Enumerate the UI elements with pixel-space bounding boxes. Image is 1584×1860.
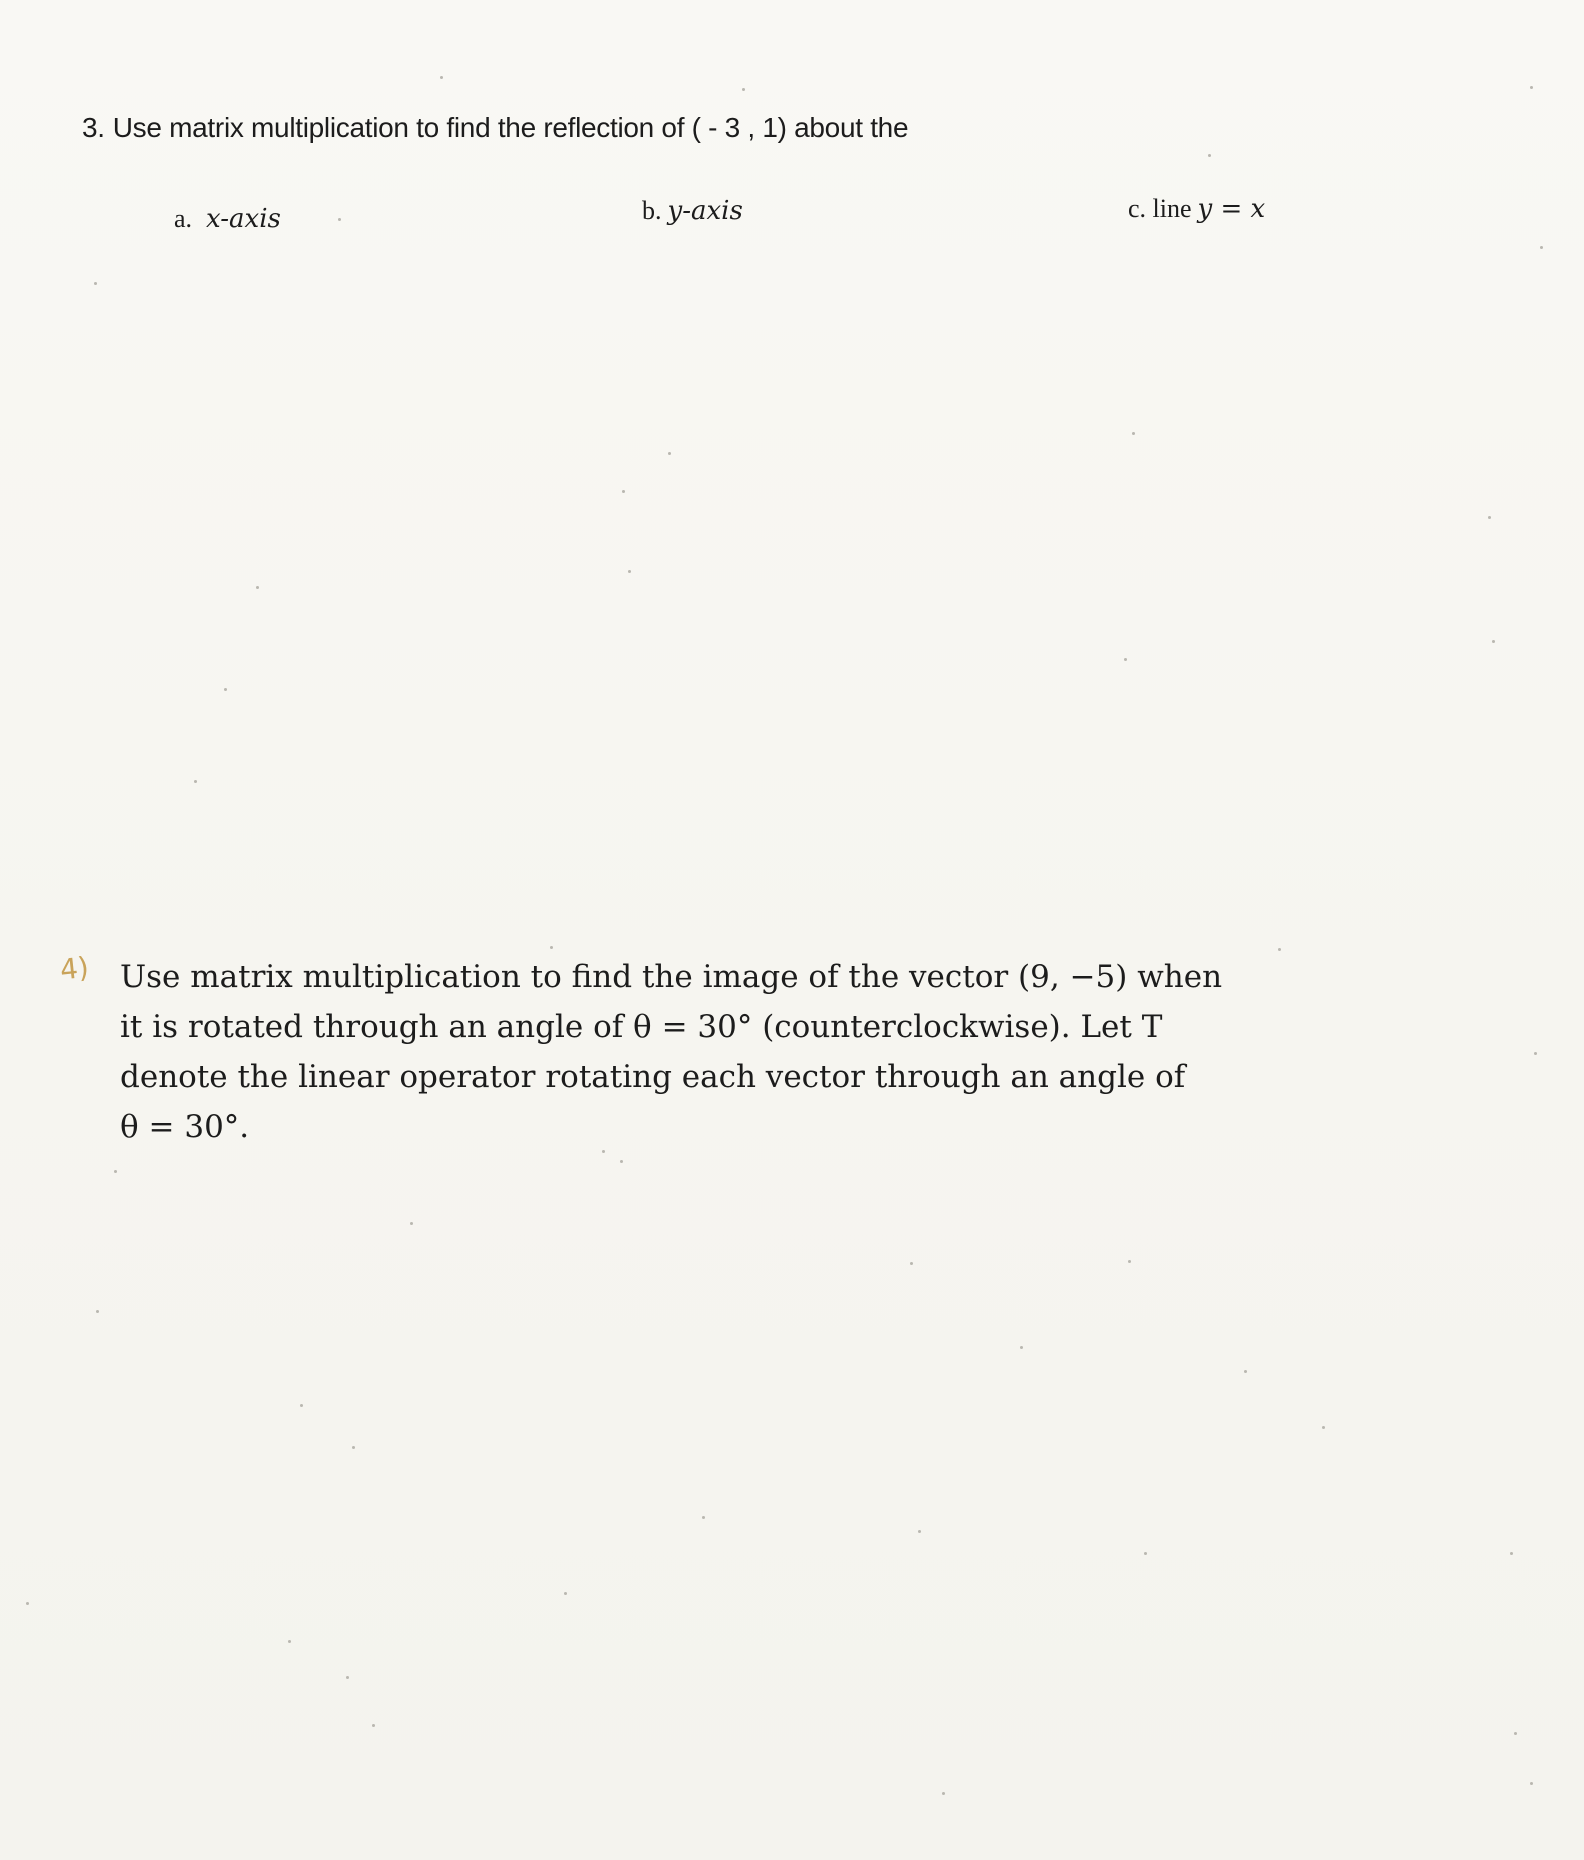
paper-speck	[668, 452, 671, 455]
part-b-math: y-axis	[667, 196, 743, 226]
part-c-math: y = x	[1197, 194, 1266, 224]
paper-speck	[114, 1170, 117, 1173]
paper-speck	[910, 1262, 913, 1265]
paper-speck	[288, 1640, 291, 1643]
paper-speck	[1244, 1370, 1247, 1373]
paper-speck	[1322, 1426, 1325, 1429]
paper-speck	[1278, 948, 1281, 951]
question-4-line: Use matrix multiplication to find the image of the vector (9, −5) when	[120, 959, 1223, 995]
question-3-number: 3.	[82, 112, 105, 143]
paper-speck	[94, 282, 97, 285]
paper-speck	[1488, 516, 1491, 519]
paper-speck	[742, 88, 745, 91]
paper-speck	[1530, 1782, 1533, 1785]
paper-speck	[372, 1724, 375, 1727]
paper-speck	[26, 1602, 29, 1605]
paper-speck	[550, 946, 553, 949]
paper-speck	[942, 1792, 945, 1795]
paper-speck	[622, 490, 625, 493]
paper-speck	[194, 780, 197, 783]
paper-speck	[1124, 658, 1127, 661]
question-3-part-a	[174, 204, 281, 234]
paper-speck	[346, 1676, 349, 1679]
paper-speck	[1144, 1552, 1147, 1555]
paper-speck	[224, 688, 227, 691]
question-4-prompt	[120, 952, 1240, 1152]
paper-speck	[1132, 432, 1135, 435]
paper-speck	[440, 76, 443, 79]
paper-speck	[352, 1446, 355, 1449]
question-3-text: Use matrix multiplication to find the reflection of ( - 3 , 1) about the	[112, 112, 909, 143]
question-4-line: θ = 30°.	[120, 1109, 250, 1145]
question-4-line: it is rotated through an angle of θ = 30° (counterclockwise). Let T	[120, 1009, 1163, 1045]
paper-speck	[1020, 1346, 1023, 1349]
paper-speck	[410, 1222, 413, 1225]
question-3-part-b	[642, 196, 743, 226]
paper-speck	[1514, 1732, 1517, 1735]
paper-speck	[1492, 640, 1495, 643]
question-3-prompt	[82, 112, 908, 144]
part-a-label: a.	[174, 204, 193, 233]
question-4-handwritten-marker: 4)	[58, 950, 91, 987]
paper-speck	[300, 1404, 303, 1407]
paper-speck	[96, 1310, 99, 1313]
paper-speck	[338, 218, 341, 221]
paper-speck	[702, 1516, 705, 1519]
paper-speck	[1510, 1552, 1513, 1555]
paper-speck	[1208, 154, 1211, 157]
paper-speck	[256, 586, 259, 589]
paper-speck	[1540, 246, 1543, 249]
paper-speck	[918, 1530, 921, 1533]
paper-speck	[564, 1592, 567, 1595]
paper-speck	[620, 1160, 623, 1163]
part-c-label: c. line	[1128, 194, 1192, 223]
part-b-label: b.	[642, 196, 662, 225]
paper-speck	[1530, 86, 1533, 89]
paper-speck	[628, 570, 631, 573]
paper-speck	[1128, 1260, 1131, 1263]
paper-speck	[1534, 1052, 1537, 1055]
paper-speck	[602, 1150, 605, 1153]
question-4-line: denote the linear operator rotating each vector through an angle of	[120, 1059, 1186, 1095]
question-3-part-c	[1128, 194, 1265, 224]
part-a-math: x-axis	[206, 204, 281, 234]
